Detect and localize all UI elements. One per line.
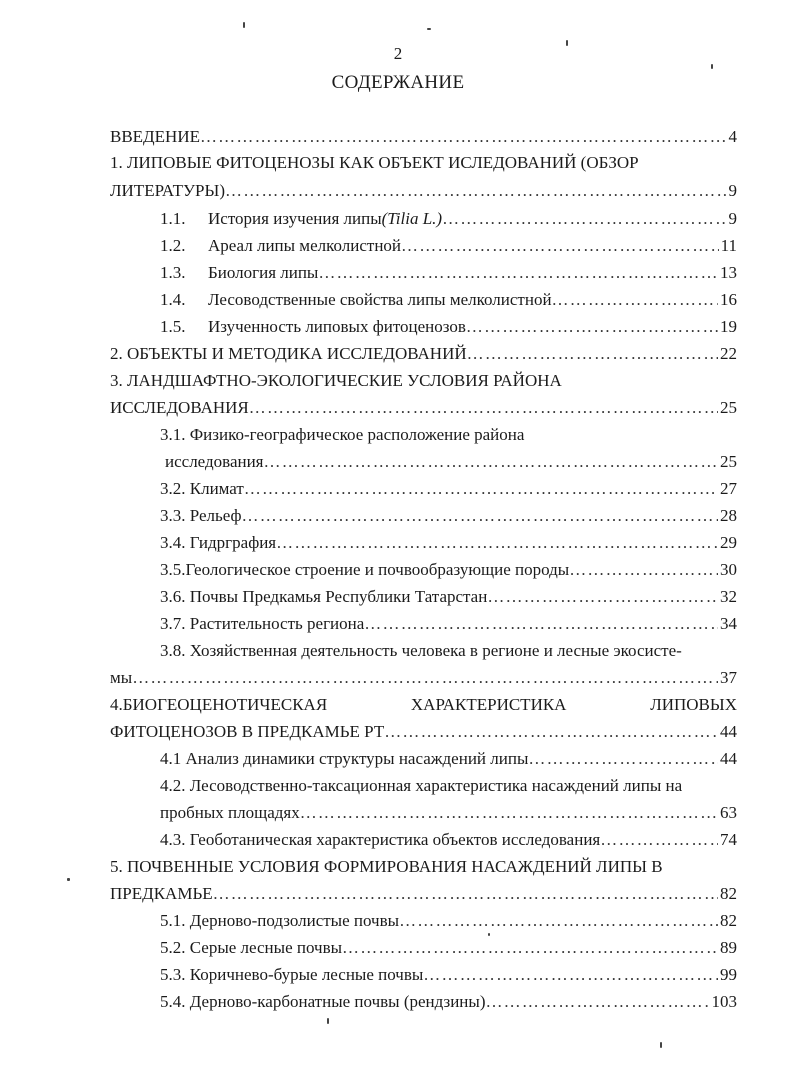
toc-page: 37 (720, 668, 737, 687)
toc-page: 19 (720, 317, 737, 336)
toc-page: 44 (720, 722, 737, 741)
toc-text: 3.8. Хозяйственная деятельность человека в регионе и лесные экосисте- (160, 641, 682, 660)
toc-text: 3.2. Климат (160, 479, 244, 498)
toc-entry-5-2 (160, 937, 737, 959)
toc-page: 44 (720, 749, 737, 768)
toc-page: 103 (711, 992, 737, 1011)
toc-page: 34 (720, 614, 737, 633)
toc-text: 5.1. Дерново-подзолистые почвы (160, 911, 400, 930)
toc-text: 3.1. Физико-географическое расположение района (160, 425, 525, 444)
toc-page: 22 (720, 344, 737, 363)
toc-text: мы (110, 668, 133, 687)
toc-num: 1.4. (160, 290, 186, 309)
toc-page: 74 (720, 830, 737, 849)
scan-speck (427, 28, 431, 30)
toc-entry-1-3 (160, 262, 737, 284)
toc-text: 4.1 Анализ динамики структуры насаждений липы (160, 749, 529, 768)
toc-text: ЛИПОВЫХ (650, 695, 737, 714)
toc-page: 99 (720, 965, 737, 984)
toc-page: 28 (720, 506, 737, 525)
toc-entry-4-2-cont (160, 802, 737, 824)
scan-speck (327, 1018, 329, 1024)
toc-text-italic: (Tilia L.) (381, 209, 443, 228)
toc-entry-ch3-cont (110, 397, 737, 419)
toc-entry-4-2 (160, 775, 737, 797)
toc-text: 3.5.Геологическое строение и почвообразующие породы (160, 560, 570, 579)
toc-page: 11 (720, 236, 737, 255)
page-number: 2 (393, 44, 403, 63)
toc-text: Биология липы (208, 263, 319, 282)
toc-text: 4.2. Лесоводственно-таксационная характеристика насаждений липы на (160, 776, 683, 795)
toc-text: 3.3. Рельеф (160, 506, 242, 525)
toc-text: ФИТОЦЕНОЗОВ В ПРЕДКАМЬЕ РТ (110, 722, 385, 741)
toc-entry-3-3 (160, 505, 737, 527)
toc-entry-ch4 (110, 694, 737, 716)
toc-text: ПРЕДКАМЬЕ (110, 884, 213, 903)
scan-speck (67, 878, 70, 881)
toc-page: 13 (720, 263, 737, 282)
toc-entry-3-8 (160, 640, 737, 662)
toc-text: пробных площадях (160, 803, 300, 822)
toc-num: 1.2. (160, 236, 186, 255)
toc-page: 4 (728, 127, 737, 146)
toc-num: 1.5. (160, 317, 186, 336)
toc-text: История изучения липы (208, 209, 382, 228)
toc-text: 5. ПОЧВЕННЫЕ УСЛОВИЯ ФОРМИРОВАНИЯ НАСАЖДЕНИЙ ЛИПЫ В (110, 857, 663, 876)
toc-text: 2. ОБЪЕКТЫ И МЕТОДИКА ИССЛЕДОВАНИЙ (110, 344, 467, 363)
toc-entry-1-5 (160, 316, 737, 338)
toc-entry-5-3 (160, 964, 737, 986)
toc-text: 3.7. Растительность региона (160, 614, 365, 633)
toc-page: 89 (720, 938, 737, 957)
toc-page: 25 (720, 452, 737, 471)
toc-entry-1-4 (160, 289, 737, 311)
toc-text: 3. ЛАНДШАФТНО-ЭКОЛОГИЧЕСКИЕ УСЛОВИЯ РАЙОНА (110, 371, 562, 390)
toc-entry-3-7 (160, 613, 737, 635)
scan-speck (660, 1042, 662, 1048)
toc-entry-1-1 (160, 208, 737, 230)
toc-text: исследования (165, 452, 264, 471)
toc-num: 1.3. (160, 263, 186, 282)
toc-page: 9 (728, 209, 737, 228)
toc-page: 82 (720, 884, 737, 903)
toc-entry-4-1 (160, 748, 737, 770)
toc-entry-3-2 (160, 478, 737, 500)
toc-entry-5-4 (160, 991, 737, 1013)
toc-text: 3.4. Гидрграфия (160, 533, 277, 552)
toc-text: Изученность липовых фитоценозов (208, 317, 466, 336)
toc-entry-ch3 (110, 370, 737, 392)
toc-page: 30 (720, 560, 737, 579)
toc-entry-3-4 (160, 532, 737, 554)
toc-entry-4-3 (160, 829, 737, 851)
toc-entry-ch4-cont (110, 721, 737, 743)
toc-entry-3-1 (160, 424, 737, 446)
toc-page: 25 (720, 398, 737, 417)
toc-page: 27 (720, 479, 737, 498)
toc-entry-intro (110, 126, 737, 148)
toc-text: 1. ЛИПОВЫЕ ФИТОЦЕНОЗЫ КАК ОБЪЕКТ ИСЛЕДОВАНИЙ (ОБЗОР (110, 153, 639, 172)
toc-entry-1-2 (160, 235, 737, 257)
toc-page: 29 (720, 533, 737, 552)
scan-speck (711, 64, 713, 69)
toc-page: 32 (720, 587, 737, 606)
scan-speck (243, 22, 245, 28)
toc-page: 16 (720, 290, 737, 309)
page-title: СОДЕРЖАНИЕ (331, 72, 465, 93)
toc-text: Ареал липы мелколистной (208, 236, 402, 255)
toc-entry-5-1 (160, 910, 737, 932)
toc-text: ВВЕДЕНИЕ (110, 127, 200, 146)
toc-entry-3-6 (160, 586, 737, 608)
toc-text: ХАРАКТЕРИСТИКА (410, 695, 567, 714)
toc-entry-ch1 (110, 152, 737, 174)
toc-text: ЛИТЕРАТУРЫ) (110, 181, 225, 200)
toc-text: ИССЛЕДОВАНИЯ (110, 398, 249, 417)
toc-text: Лесоводственные свойства липы мелколистной (208, 290, 552, 309)
toc-entry-ch2 (110, 343, 737, 365)
toc-entry-3-8-cont (110, 667, 737, 689)
toc-entry-3-1-cont (165, 451, 737, 473)
toc-text: 4.3. Геоботаническая характеристика объектов исследования (160, 830, 601, 849)
toc-num: 1.1. (160, 209, 186, 228)
toc-entry-ch1-cont (110, 180, 737, 202)
toc-text: 3.6. Почвы Предкамья Республики Татарстан (160, 587, 488, 606)
toc-entry-ch5 (110, 856, 737, 878)
toc-entry-3-5 (160, 559, 737, 581)
toc-text: 5.2. Серые лесные почвы (160, 938, 343, 957)
toc-page: 63 (720, 803, 737, 822)
scan-speck (566, 40, 568, 46)
toc-text: 4.БИОГЕОЦЕНОТИЧЕСКАЯ (110, 695, 328, 714)
toc-text: 5.4. Дерново-карбонатные почвы (рендзины) (160, 992, 486, 1011)
scan-speck (488, 933, 490, 936)
toc-page: 9 (728, 181, 737, 200)
toc-entry-ch5-cont (110, 883, 737, 905)
toc-text: 5.3. Коричнево-бурые лесные почвы (160, 965, 424, 984)
toc-page: 82 (720, 911, 737, 930)
